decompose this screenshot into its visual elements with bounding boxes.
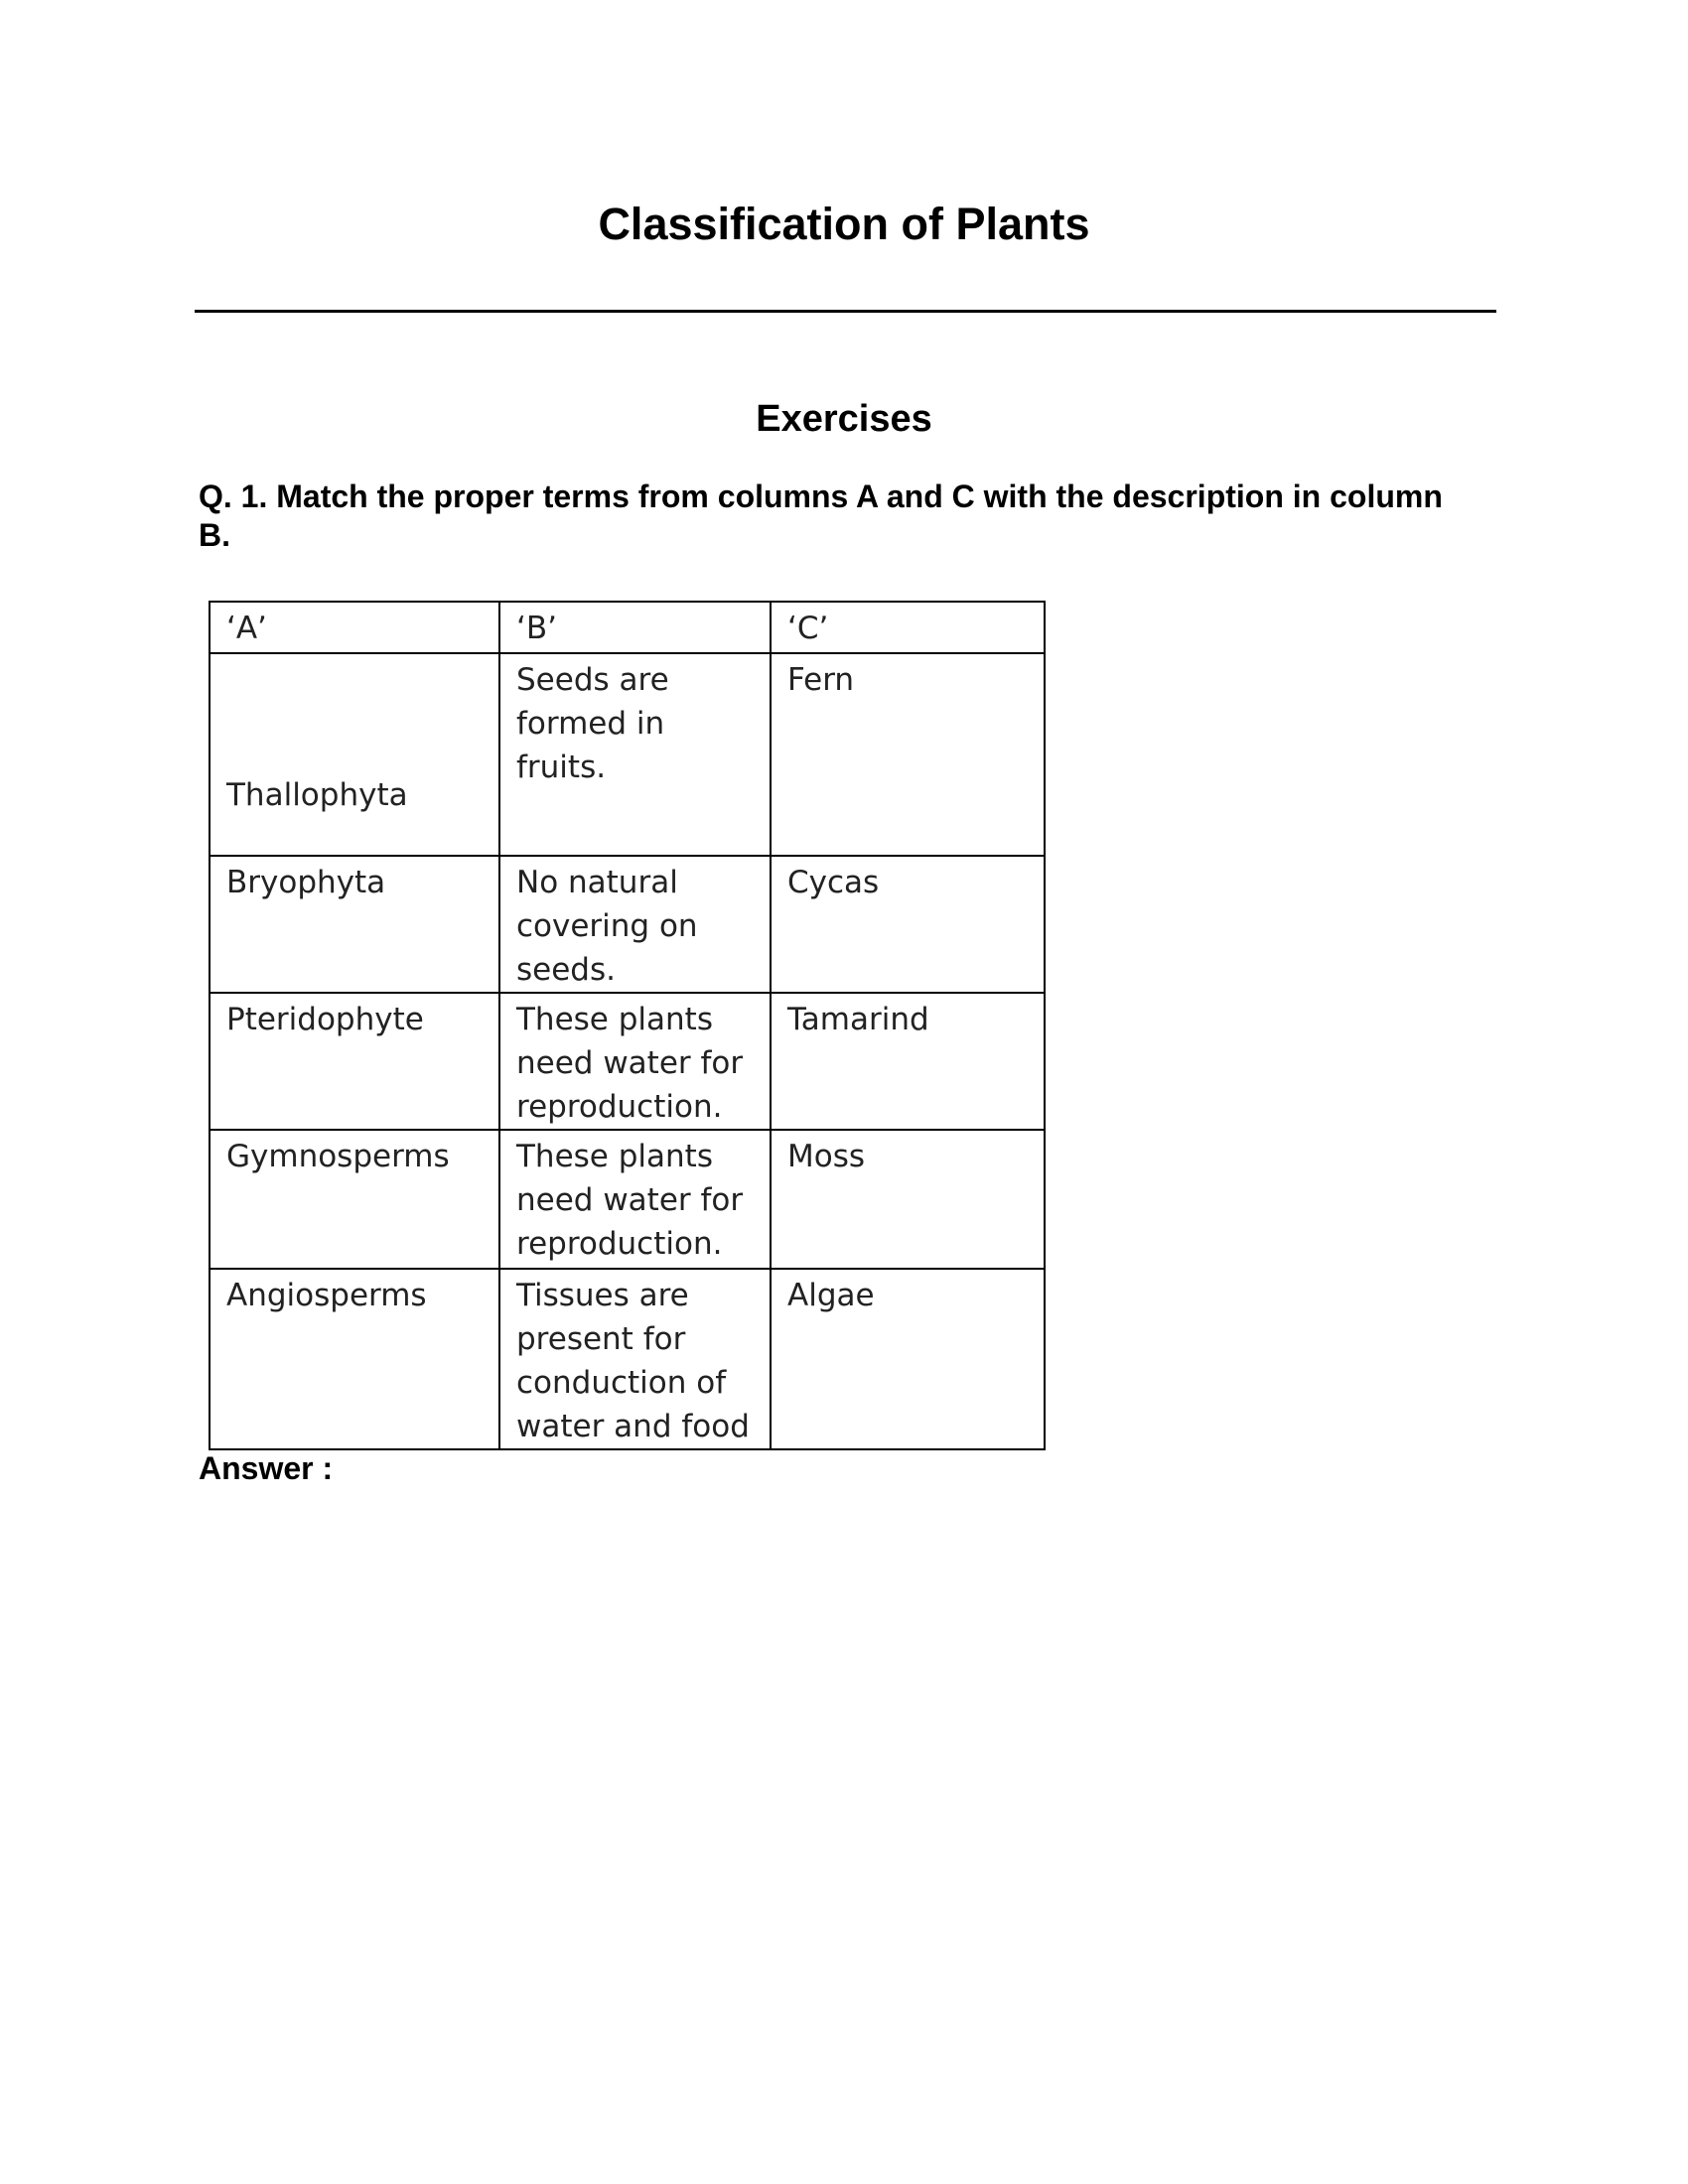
- table-cell-a: Gymnosperms: [210, 1130, 499, 1269]
- question-text: Q. 1. Match the proper terms from columns A and C with the description in column B.: [199, 478, 1443, 553]
- table-cell-a: Bryophyta: [210, 856, 499, 993]
- table-cell-b: Tissues are present for conduction of water and food: [499, 1269, 771, 1449]
- table-cell-b: No natural covering on seeds.: [499, 856, 771, 993]
- table-row: [210, 993, 1045, 1130]
- table-cell-c: Fern: [771, 653, 1045, 856]
- table-cell-c: Algae: [771, 1269, 1045, 1449]
- table-cell-c: Cycas: [771, 856, 1045, 993]
- page-title: Classification of Plants: [598, 199, 1090, 249]
- match-table: [209, 601, 1046, 1450]
- table-cell-a: Angiosperms: [210, 1269, 499, 1449]
- table-cell-b: These plants need water for reproduction.: [499, 993, 771, 1130]
- answer-label: Answer :: [199, 1450, 334, 1486]
- section-heading: Exercises: [756, 398, 932, 440]
- table-cell-c: Tamarind: [771, 993, 1045, 1130]
- table-cell-c: Moss: [771, 1130, 1045, 1269]
- title-divider: [195, 310, 1496, 313]
- header-cell-a: ‘A’: [210, 602, 499, 653]
- table-row: [210, 653, 1045, 856]
- table-row: [210, 1130, 1045, 1269]
- table-row: [210, 856, 1045, 993]
- header-cell-c: ‘C’: [771, 602, 1045, 653]
- table-cell-b: These plants need water for reproduction.: [499, 1130, 771, 1269]
- table-header-row: [210, 602, 1045, 653]
- table-cell-b: Seeds are formed in fruits.: [499, 653, 771, 856]
- table-row: [210, 1269, 1045, 1449]
- table-cell-a: Thallophyta: [210, 653, 499, 856]
- table-cell-a: Pteridophyte: [210, 993, 499, 1130]
- header-cell-b: ‘B’: [499, 602, 771, 653]
